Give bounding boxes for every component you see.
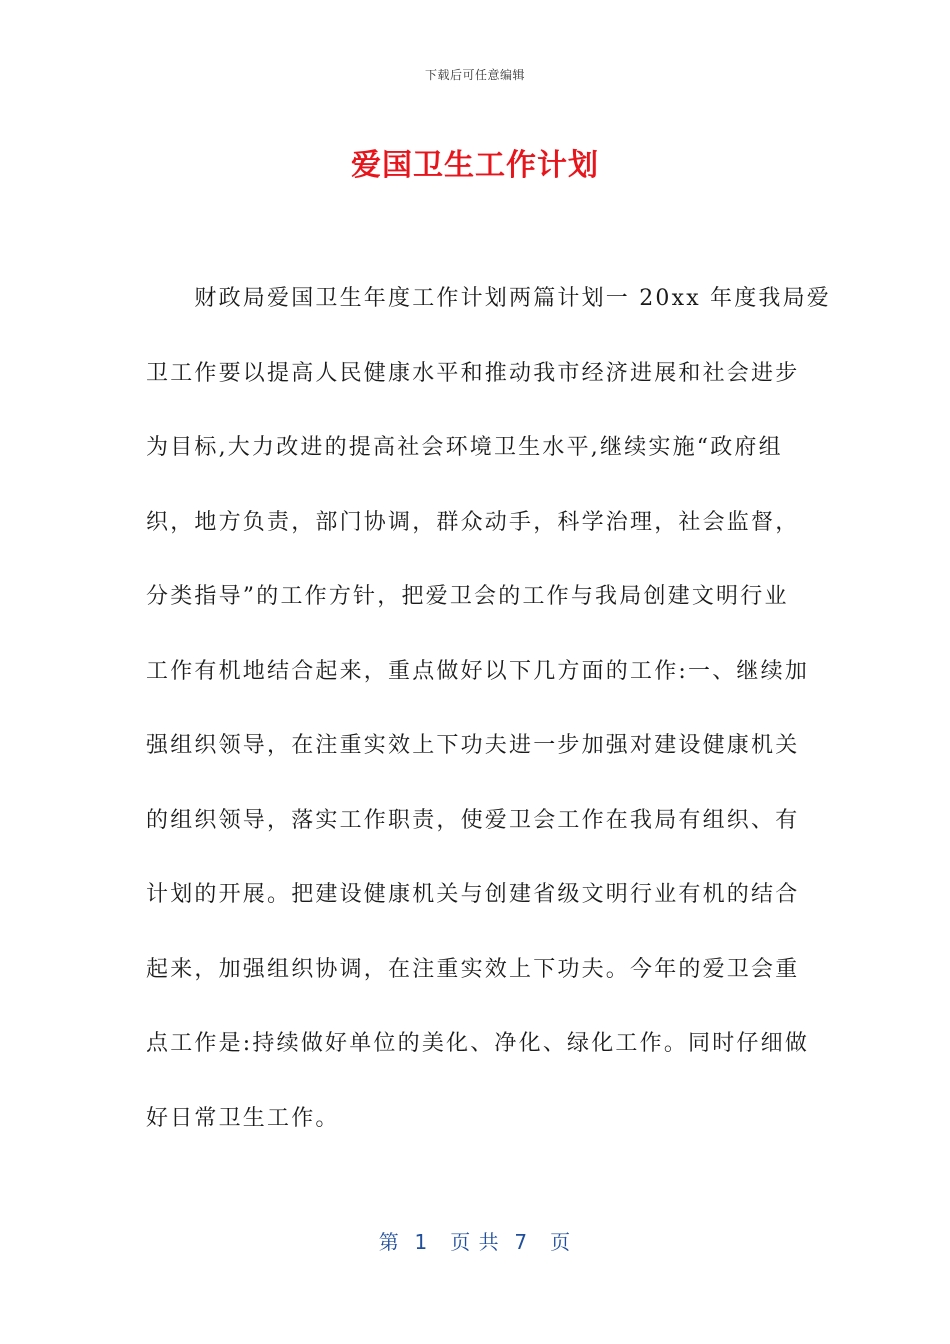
body-line: 点工作是:持续做好单位的美化、净化、绿化工作。同时仔细做 <box>146 1031 810 1056</box>
body-line: 好日常卫生工作。 <box>146 1105 340 1131</box>
body-line: 的组织领导，落实工作职责，使爱卫会工作在我局有组织、有 <box>146 807 800 833</box>
body-line: 卫工作要以提高人民健康水平和推动我市经济进展和社会进步 <box>146 360 800 386</box>
page-indicator: 第 1 页 共 7 页 <box>378 1230 572 1254</box>
body-line: 分类指导”的工作方针，把爱卫会的工作与我局创建文明行业 <box>146 584 789 609</box>
body-line: 为目标,大力改进的提高社会环境卫生水平,继续实施“政府组 <box>146 435 783 460</box>
document-title: 爱国卫生工作计划 <box>351 148 599 183</box>
document-body <box>146 262 831 1156</box>
body-line: 计划的开展。把建设健康机关与创建省级文明行业有机的结合 <box>146 882 800 907</box>
body-line: 强组织领导，在注重实效上下功夫进一步加强对建设健康机关 <box>146 733 800 758</box>
body-line: 财政局爱国卫生年度工作计划两篇计划一 20xx 年度我局爱 <box>146 286 831 311</box>
body-line: 织，地方负责，部门协调，群众动手，科学治理，社会监督， <box>146 509 800 535</box>
body-line: 起来，加强组织协调，在注重实效上下功夫。今年的爱卫会重 <box>146 956 800 982</box>
body-line: 工作有机地结合起来，重点做好以下几方面的工作:一、继续加 <box>146 658 810 684</box>
header-note: 下载后可任意编辑 <box>424 68 525 82</box>
